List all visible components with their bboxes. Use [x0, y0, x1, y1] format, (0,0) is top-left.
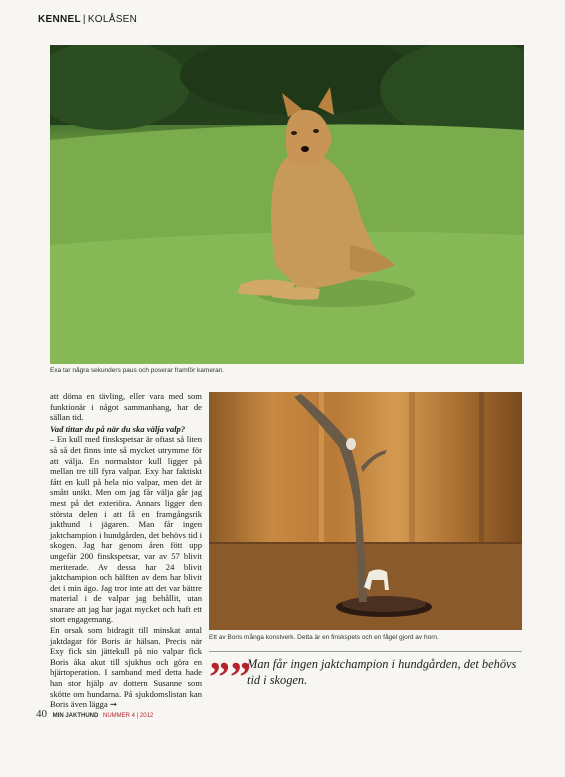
article-question: Vad tittar du på när du ska välja valp? — [50, 423, 186, 434]
dog-photo-caption: Exa tar några sekunders paus och poserar framför kameran. — [50, 367, 225, 374]
page-footer — [36, 708, 153, 720]
article-paragraph: – En kull med finskspetsar är oftast så liten så så det finns inte så mycket utrymme för att välja. En normalstor kull ligger på mellan tre till fyra valpar. Exy har faktiskt fått en kull på hela nio valpar, men det är smått unikt. Men om jag får välja går jag mest på det exteriöra. Annars ligger den största delen i att få en framgångsrik jakthund i jägaren. Man får ingen jaktchampion i hundgården, det behövs tid i skogen. Jag har genom åren fött upp ungefär 200 finskspetsar, var av 57 blivit meriterade. Av dessa har 24 blivit jaktchampion och hälften av dem har blivit det i min ägo. Jag tror inte att det var bättre material i de valpar jag behållit, utan snarare att jag har jagat mycket och haft ett stort engagemang. — [50, 434, 202, 625]
artwork-photo — [209, 392, 522, 630]
article-paragraph: att döma en tävling, eller vara med som funktionär i något sammanhang, har de sällan tid. — [50, 391, 202, 423]
dog-photo — [50, 45, 524, 364]
quote-marks-icon: ”” — [209, 655, 251, 701]
magazine-name: MIN JAKTHUND — [52, 713, 99, 719]
quote-text: Man får ingen jaktchampion i hundgården, det behövs tid i skogen. — [247, 657, 517, 687]
section-label: KENNEL — [38, 14, 81, 25]
issue-label: NUMMER 4 | 2012 — [103, 713, 154, 719]
article-paragraph: En orsak som bidragit till minskat antal jaktdagar för Boris är hälsan. Precis när Exy fick sin jättekull på nio valpar fick Boris åka akut till sjukhus och göra en hjärtoperation. I samband med detta hade han stor hjälp av dottern Susanne som skötte om hundarna. På sjukdomslistan kan Boris även lägga ➞ — [50, 625, 202, 710]
quote-rule — [209, 651, 522, 652]
article-body — [50, 391, 202, 710]
artwork-photo-caption: Ett av Boris många konstverk. Detta är en finskspets och en fågel gjord av horn. — [209, 634, 439, 641]
header-divider: | — [82, 14, 86, 25]
section-header — [38, 14, 137, 25]
kennel-name: KOLÅSEN — [87, 14, 138, 25]
pull-quote — [209, 651, 522, 701]
page-number: 40 — [36, 708, 47, 720]
